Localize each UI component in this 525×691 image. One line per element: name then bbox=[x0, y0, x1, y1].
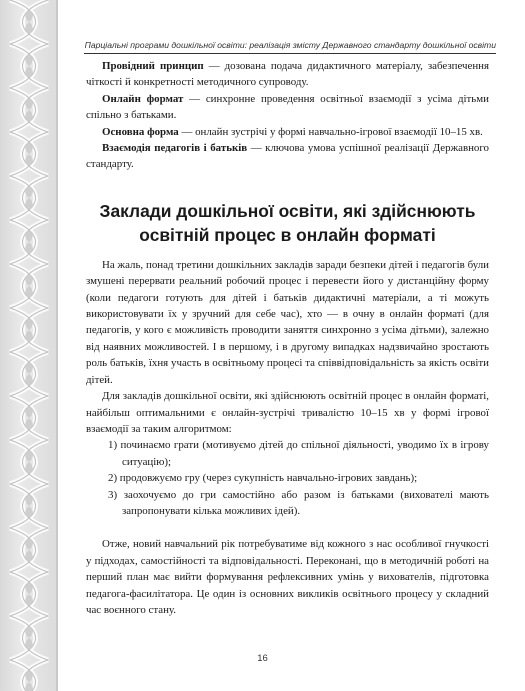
page-number: 16 bbox=[257, 653, 268, 664]
paragraph-intro: На жаль, понад третини дошкільних закладів заради безпеки дітей і педагогів були змушені перервати реальний робочий процес і перевести його у дистанційну форму (коли педагоги готують для дітей і батьків дидактичні матеріали, а ті можуть використовувати їх у зручний для себе час), хто — в очну в онлайн форматі (для педагогів, у кого є можливість проводити заняття синхронно з усіма дітьми), залежно від наявних можливостей. І в першому, і в другому випадках надзвичайно зростають роль батьків, їхня участь в освітньому процесі та співвідповідальність за якість освіти дітей. bbox=[86, 258, 489, 386]
term-text: — синхронне проведення освітньої взаємодії з усіма дітьми спільно з батьками. bbox=[86, 92, 489, 122]
algorithm-steps-list bbox=[86, 437, 489, 519]
spacer bbox=[86, 519, 489, 536]
algorithm-step: 3) заохочуємо до гри самостійно або разом із батьками (вихователі мають запропонувати кілька можливих ідей). bbox=[108, 488, 489, 517]
page-content bbox=[86, 58, 489, 618]
intro-item-interaction bbox=[86, 140, 489, 173]
term-text: — онлайн зустрічі у формі навчально-ігрової взаємодії 10–15 хв. bbox=[178, 125, 483, 138]
paragraph-conclusion: Отже, новий навчальний рік потребуватиме від кожного з нас особливої гнучкості у підходах, самостійності та відповідальності. Переконані, що в методичній роботі на перший план має вийти формування рефлексивних умінь у вихователів, підготовка педагога-фасилітатора. Це один із основних викликів освітнього процесу у складний час воєнного стану. bbox=[86, 538, 489, 616]
algorithm-step: 2) продовжуємо гру (через сукупність навчально-ігрових завдань); bbox=[108, 472, 418, 485]
paragraph-algorithm: Для закладів дошкільної освіти, які здійснюють освітній процес в онлайн форматі, найбільш оптимальними є онлайн-зустрічі тривалістю 10–15 хв у формі ігрової взаємодії за таким алгоритмом: bbox=[86, 390, 489, 435]
decorative-ornament-border bbox=[0, 0, 58, 691]
term-label: Онлайн формат bbox=[102, 92, 184, 105]
term-text: — ключова умова успішної реалізації Державного стандарту. bbox=[86, 142, 489, 171]
algorithm-step: 1) починаємо грати (мотивуємо дітей до спільної діяльності, уводимо їх в ігрову ситуацію); bbox=[108, 439, 489, 468]
intro-item-online-format bbox=[86, 91, 489, 124]
section-title-line-2: освітній процес в онлайн форматі bbox=[139, 224, 436, 245]
term-label: Провідний принцип bbox=[102, 60, 204, 72]
term-text: — дозована подача дидактичного матеріалу, забезпечення чіткості й конкретності методичного супроводу. bbox=[86, 60, 490, 89]
intro-item-main-form bbox=[86, 124, 489, 140]
section-title bbox=[86, 199, 489, 247]
section-title-line-1: Заклади дошкільної освіти, які здійснюють bbox=[99, 200, 476, 221]
term-label: Взаємодія педагогів і батьків bbox=[102, 142, 248, 155]
braid-pattern-icon bbox=[0, 0, 58, 691]
term-label: Основна форма bbox=[102, 125, 179, 138]
intro-item-principle bbox=[86, 58, 489, 91]
running-header: Парціальні програми дошкільної освіти: реалізація змісту Державного стандарту дошкільної освіти bbox=[84, 40, 496, 54]
